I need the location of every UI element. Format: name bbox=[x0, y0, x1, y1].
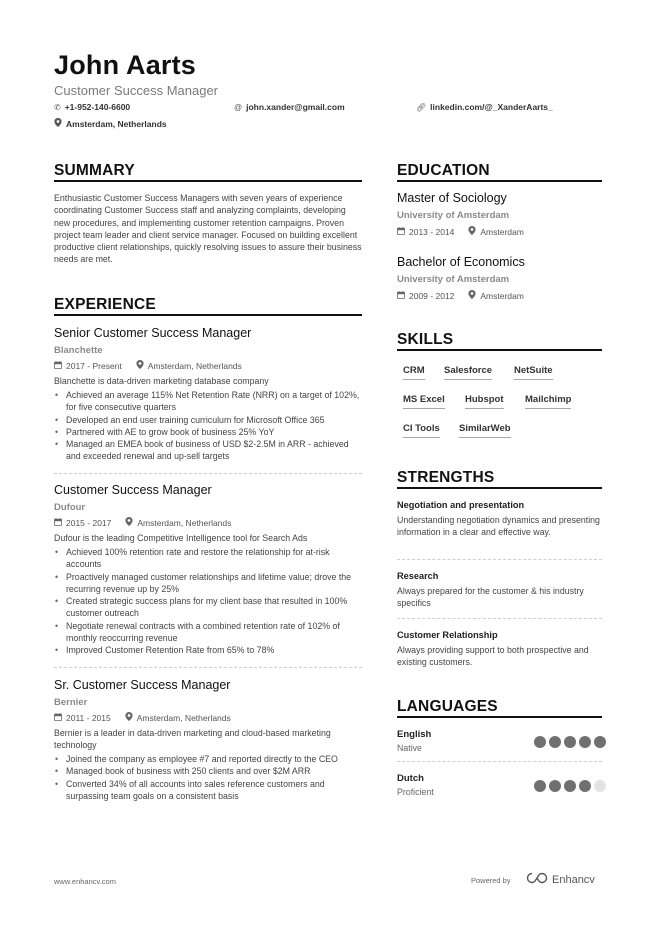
list-item: • Created strategic success plans for my client base that resulted in 100% customer outreach bbox=[54, 595, 364, 620]
calendar-icon bbox=[54, 713, 62, 723]
list-item: • Achieved 100% retention rate and restore the relationship for at-risk accounts bbox=[54, 546, 364, 571]
strength-description: Always prepared for the customer & his industry specifics bbox=[397, 586, 584, 609]
school-name: University of Amsterdam bbox=[397, 210, 510, 221]
strength-title: Negotiation and presentation bbox=[397, 500, 525, 510]
strength-description: Always providing support to both prospective and existing customers. bbox=[397, 645, 589, 668]
calendar-icon bbox=[397, 291, 405, 301]
email-text: john.xander@gmail.com bbox=[246, 102, 345, 112]
job-meta bbox=[54, 360, 242, 371]
company-description: Blanchette is data-driven marketing database company bbox=[54, 376, 269, 386]
strength-title: Research bbox=[397, 571, 439, 581]
rating-dot-filled bbox=[564, 736, 576, 748]
skill-tag: Mailchimp bbox=[525, 394, 571, 409]
job-dates: 2017 - Present bbox=[66, 360, 122, 371]
education-location: Amsterdam bbox=[480, 290, 524, 301]
skill-tag: CRM bbox=[403, 365, 425, 380]
summary-heading: SUMMARY bbox=[54, 162, 135, 179]
list-item: • Converted 34% of all accounts into sales reference customers and surpassing team goals on a consistent basis bbox=[54, 778, 364, 803]
list-item: • Partnered with AE to grow book of business 25% YoY bbox=[54, 426, 364, 438]
list-item: • Negotiate renewal contracts with a combined retention rate of 102% of monthly reoccurring revenue bbox=[54, 620, 364, 645]
strength-description: Understanding negotiation dynamics and presenting information in a clear and effective way. bbox=[397, 515, 600, 538]
skill-tag: SimilarWeb bbox=[459, 423, 511, 438]
rating-dot-filled bbox=[534, 780, 546, 792]
strengths-heading: STRENGTHS bbox=[397, 469, 495, 486]
job-title: Customer Success Manager bbox=[54, 483, 212, 497]
skill-tag: Salesforce bbox=[444, 365, 492, 380]
education-rule bbox=[397, 180, 602, 182]
job-location: Amsterdam, Netherlands bbox=[137, 517, 232, 528]
language-name: Dutch bbox=[397, 773, 424, 784]
education-meta bbox=[397, 290, 524, 301]
contact-linkedin[interactable] bbox=[416, 102, 553, 112]
language-name: English bbox=[397, 729, 432, 740]
list-item: • Proactively managed customer relationships and lifetime value; drove the recurring revenue up by 25% bbox=[54, 571, 364, 596]
languages-heading: LANGUAGES bbox=[397, 698, 498, 715]
degree: Master of Sociology bbox=[397, 191, 507, 205]
company-description: Dufour is the leading Competitive Intelligence tool for Search Ads bbox=[54, 533, 308, 543]
phone-text: +1-952-140-6600 bbox=[64, 102, 131, 112]
job-dates: 2015 - 2017 bbox=[66, 517, 112, 528]
experience-rule bbox=[54, 314, 362, 316]
rating-dot-filled bbox=[579, 780, 591, 792]
education-heading: EDUCATION bbox=[397, 162, 490, 179]
skills-heading: SKILLS bbox=[397, 331, 454, 348]
company-name: Bernier bbox=[54, 697, 88, 708]
location-pin-icon bbox=[136, 360, 144, 371]
summary-rule bbox=[54, 180, 362, 182]
skill-tag: MS Excel bbox=[403, 394, 445, 409]
location-pin-icon bbox=[54, 118, 62, 129]
calendar-icon bbox=[54, 361, 62, 371]
candidate-name: John Aarts bbox=[54, 50, 197, 80]
enhancv-logo-text: Enhancv bbox=[552, 873, 595, 886]
calendar-icon bbox=[397, 227, 405, 237]
strengths-rule bbox=[397, 487, 602, 489]
job-location: Amsterdam, Netherlands bbox=[136, 712, 231, 723]
job-dates: 2011 - 2015 bbox=[66, 712, 111, 723]
skill-tag: CI Tools bbox=[403, 423, 440, 438]
contact-email[interactable] bbox=[234, 102, 345, 112]
job-location: Amsterdam, Netherlands bbox=[147, 360, 242, 371]
job-meta bbox=[54, 517, 231, 528]
job-title: Senior Customer Success Manager bbox=[54, 326, 252, 340]
company-description: Bernier is a leader in data-driven marketing and cloud-based marketing technology bbox=[54, 728, 331, 751]
list-item: • Improved Customer Retention Rate from 65% to 78% bbox=[54, 644, 364, 656]
job-bullets bbox=[54, 753, 364, 802]
location-pin-icon bbox=[468, 290, 476, 301]
strength-title: Customer Relationship bbox=[397, 630, 498, 640]
enhancv-logo[interactable] bbox=[526, 872, 595, 887]
contact-phone bbox=[54, 102, 130, 112]
job-bullets bbox=[54, 389, 364, 463]
entry-divider bbox=[54, 667, 362, 668]
school-name: University of Amsterdam bbox=[397, 274, 510, 285]
language-level: Native bbox=[397, 743, 422, 753]
summary-text: Enthusiastic Customer Success Managers with seven years of experience coordinating Customer Success staff and analyzing complaints, developing new procedures, and implementing customer retention campaigns. Proven project team leader and client service manager. Focused on building excellent productive client relationships, quickly resolving issues to assure their business needs are met. bbox=[54, 193, 362, 265]
candidate-role: Customer Success Manager bbox=[54, 83, 219, 98]
languages-rule bbox=[397, 716, 602, 718]
rating-dot-filled bbox=[579, 736, 591, 748]
education-meta bbox=[397, 226, 524, 237]
language-rating bbox=[534, 736, 606, 748]
degree: Bachelor of Economics bbox=[397, 255, 525, 269]
location-pin-icon bbox=[468, 226, 476, 237]
link-icon: 🔗︎ bbox=[416, 102, 427, 112]
experience-heading: EXPERIENCE bbox=[54, 296, 156, 313]
job-meta bbox=[54, 712, 231, 723]
location-pin-icon bbox=[125, 712, 133, 723]
enhancv-logo-icon bbox=[526, 872, 548, 887]
language-rating bbox=[534, 780, 606, 792]
rating-dot-filled bbox=[549, 736, 561, 748]
language-level: Proficient bbox=[397, 787, 434, 797]
education-dates: 2013 - 2014 bbox=[409, 226, 455, 237]
list-item: • Managed book of business with 250 clients and over $2M ARR bbox=[54, 765, 364, 777]
list-item: • Achieved an average 115% Net Retention Rate (NRR) on a target of 102%, for five consecutive quarters bbox=[54, 389, 364, 414]
location-text: Amsterdam, Netherlands bbox=[66, 118, 167, 129]
entry-divider bbox=[397, 559, 602, 560]
phone-icon: ✆ bbox=[54, 102, 61, 112]
education-dates: 2009 - 2012 bbox=[409, 290, 455, 301]
footer-url[interactable]: www.enhancv.com bbox=[54, 877, 116, 886]
job-bullets bbox=[54, 546, 364, 657]
list-item: • Managed an EMEA book of business of USD $2-2.5M in ARR - achieved and exceeded renewal and up-sell targets bbox=[54, 438, 364, 463]
at-icon: @ bbox=[234, 102, 243, 112]
list-item: • Developed an end user training curriculum for Microsoft Office 365 bbox=[54, 414, 364, 426]
rating-dot-filled bbox=[534, 736, 546, 748]
skill-tag: NetSuite bbox=[514, 365, 553, 380]
entry-divider bbox=[397, 761, 602, 762]
list-item: • Joined the company as employee #7 and reported directly to the CEO bbox=[54, 753, 364, 765]
education-location: Amsterdam bbox=[480, 226, 524, 237]
entry-divider bbox=[397, 618, 602, 619]
rating-dot-empty bbox=[594, 780, 606, 792]
footer-powered-by: Powered by bbox=[471, 876, 511, 885]
rating-dot-filled bbox=[549, 780, 561, 792]
company-name: Blanchette bbox=[54, 345, 103, 356]
calendar-icon bbox=[54, 518, 62, 528]
skills-rule bbox=[397, 349, 602, 351]
job-title: Sr. Customer Success Manager bbox=[54, 678, 231, 692]
skill-tag: Hubspot bbox=[465, 394, 504, 409]
location-pin-icon bbox=[125, 517, 133, 528]
contact-location bbox=[54, 118, 167, 129]
company-name: Dufour bbox=[54, 502, 86, 513]
rating-dot-filled bbox=[594, 736, 606, 748]
linkedin-text: linkedin.com/@_XanderAarts_ bbox=[430, 102, 553, 112]
entry-divider bbox=[54, 473, 362, 474]
rating-dot-filled bbox=[564, 780, 576, 792]
